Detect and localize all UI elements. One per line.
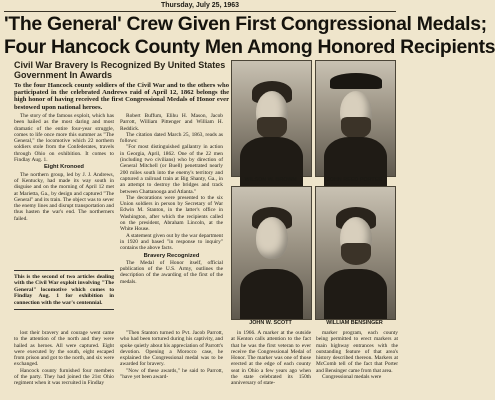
column-1-subhead: Eight Kronoed	[44, 164, 84, 171]
column-5-paragraph: in 1966. A marker at the outside at Kenton calls attention to the fact that he was the first veteran to ever receive the Congressional Medal of Honor. The marker was one of those erected at the edge of each county seat in Ohio a few years ago when the state celebrated its 150th anniversary of state-	[231, 330, 311, 387]
portrait-caption: WILSON W. BROWN	[244, 177, 297, 183]
portrait-photo	[315, 60, 396, 177]
column-2	[120, 113, 223, 285]
column-2-paragraph: Robert Buffum, Elihu H. Mason, Jacob Parrott, William Pittenger and William H. Reddick.	[120, 113, 223, 132]
headline-line-1: 'The General' Crew Given First Congressional Medals;	[4, 13, 487, 35]
column-2-paragraph: The decorations were presented to the six Union soldiers in person by Secretary of War Edwin M. Stanton, in the latter's office in Washington, after which the recipients called on the president, Abraham Lincoln, at the White House.	[120, 194, 223, 233]
column-4	[120, 330, 223, 380]
column-1	[14, 113, 114, 222]
column-6	[316, 330, 398, 380]
column-5	[231, 330, 311, 387]
lead-paragraph: To the four Hancock county soldiers of the Civil War and to the others who participated in the celebrated Andrews raid of April 12, 1862 belongs the high honor of having received the first Congressional Medals of Honor ever bestowed upon national heroes.	[14, 82, 229, 111]
portrait-caption: WILLIAM BENSINGER	[326, 320, 383, 326]
column-2-paragraph: The citation dated March 25, 1863, reads as follows:	[120, 131, 223, 145]
portrait-gallery	[231, 60, 394, 328]
column-1-paragraph: The story of the famous exploit, which has been hailed as the most daring and most dramatic of the entire four-year struggle, comes to life once more this summer as "The General," the locomotive which 22 northern soldiers stole from the Confederates, travels through Ohio on exhibition. It comes to Findlay Aug. 1.	[14, 113, 114, 164]
top-rule	[4, 11, 396, 12]
column-2-subhead: Bravery Recognized	[143, 252, 200, 259]
column-4-paragraph: "Now of these awards," he said to Parrott, "have yet been award-	[120, 367, 223, 381]
portrait-photo	[231, 60, 312, 177]
dateline: Thursday, July 25, 1963	[160, 2, 240, 9]
portrait-caption: JOHN REED PORTER	[326, 177, 383, 183]
column-4-paragraph: "Then Stanton turned to Pvt. Jacob Parrott, who had been tortured during his captivity, and spoke quietly about his appreciation of Parrott's devotion. Opening a Morocco case, he explained the Congressional medal was to be awarded for bravery.	[120, 330, 223, 368]
column-3-paragraph: Hancock county furnished four members of the party. They had joined the 21st Ohio regiment when it was recruited in Findlay	[14, 367, 114, 387]
column-1-paragraph: The northern group, led by J. J. Andrews, of Kentucky, had made its way south in disguise and on the morning of April 12 met at Marietta, Ga., by design and captured "The General" and its train. The object was to sever the enemy lines and disrupt transportation and thus hasten the war's end. The northerners failed.	[14, 171, 114, 222]
column-3-paragraph: lost their bravery and courage went came to the attention of the north and they were hailed as heroes. All were captured. Eight were executed by the south, eight escaped from prison and got to the north, and six were exchanged.	[14, 330, 114, 368]
deck-subheadline: Civil War Bravery Is Recognized By United States Government In Awards	[14, 60, 226, 80]
column-6-paragraph: Congressional medals were	[322, 374, 382, 381]
portrait-photo	[315, 186, 396, 320]
column-3	[14, 330, 114, 387]
headline-line-2: Four Hancock County Men Among Honored Recipients	[4, 36, 495, 58]
portrait-photo	[231, 186, 312, 320]
column-2-paragraph: "For most distinguished gallantry in action in Georgia, April, 1862. One of the 22 men (including two civilians) who by direction of General Mitchell (or Buell) penetrated nearly 200 miles south into the enemy's territory and captured a railroad train at Big Shanty, Ga., in an attempt to destroy the bridges and track between Chattanooga and Atlanta."	[120, 144, 223, 195]
portrait-caption: JOHN W. SCOTT	[249, 320, 292, 326]
column-6-paragraph: marker program, each county being permitted to erect markers at main highway entrances with the outstanding feature of that area's history described thereon. Markers at McComb tell of the fact that Porter and Bensinger came from that area.	[316, 330, 398, 374]
column-2-paragraph: The Medal of Honor itself, official publication of the U.S. Army, outlines the description of the awarding of the first of the medals.	[120, 259, 223, 285]
column-2-paragraph: A statement given out by the war department in 1920 and based "in response to inquiry" contains the above facts.	[120, 232, 223, 252]
series-note-box: This is the second of two articles dealing with the Civil War exploit involving "The General" locomotive which comes to Findlay Aug. 1 for exhibition in connection with the war's centennial.	[14, 270, 114, 310]
